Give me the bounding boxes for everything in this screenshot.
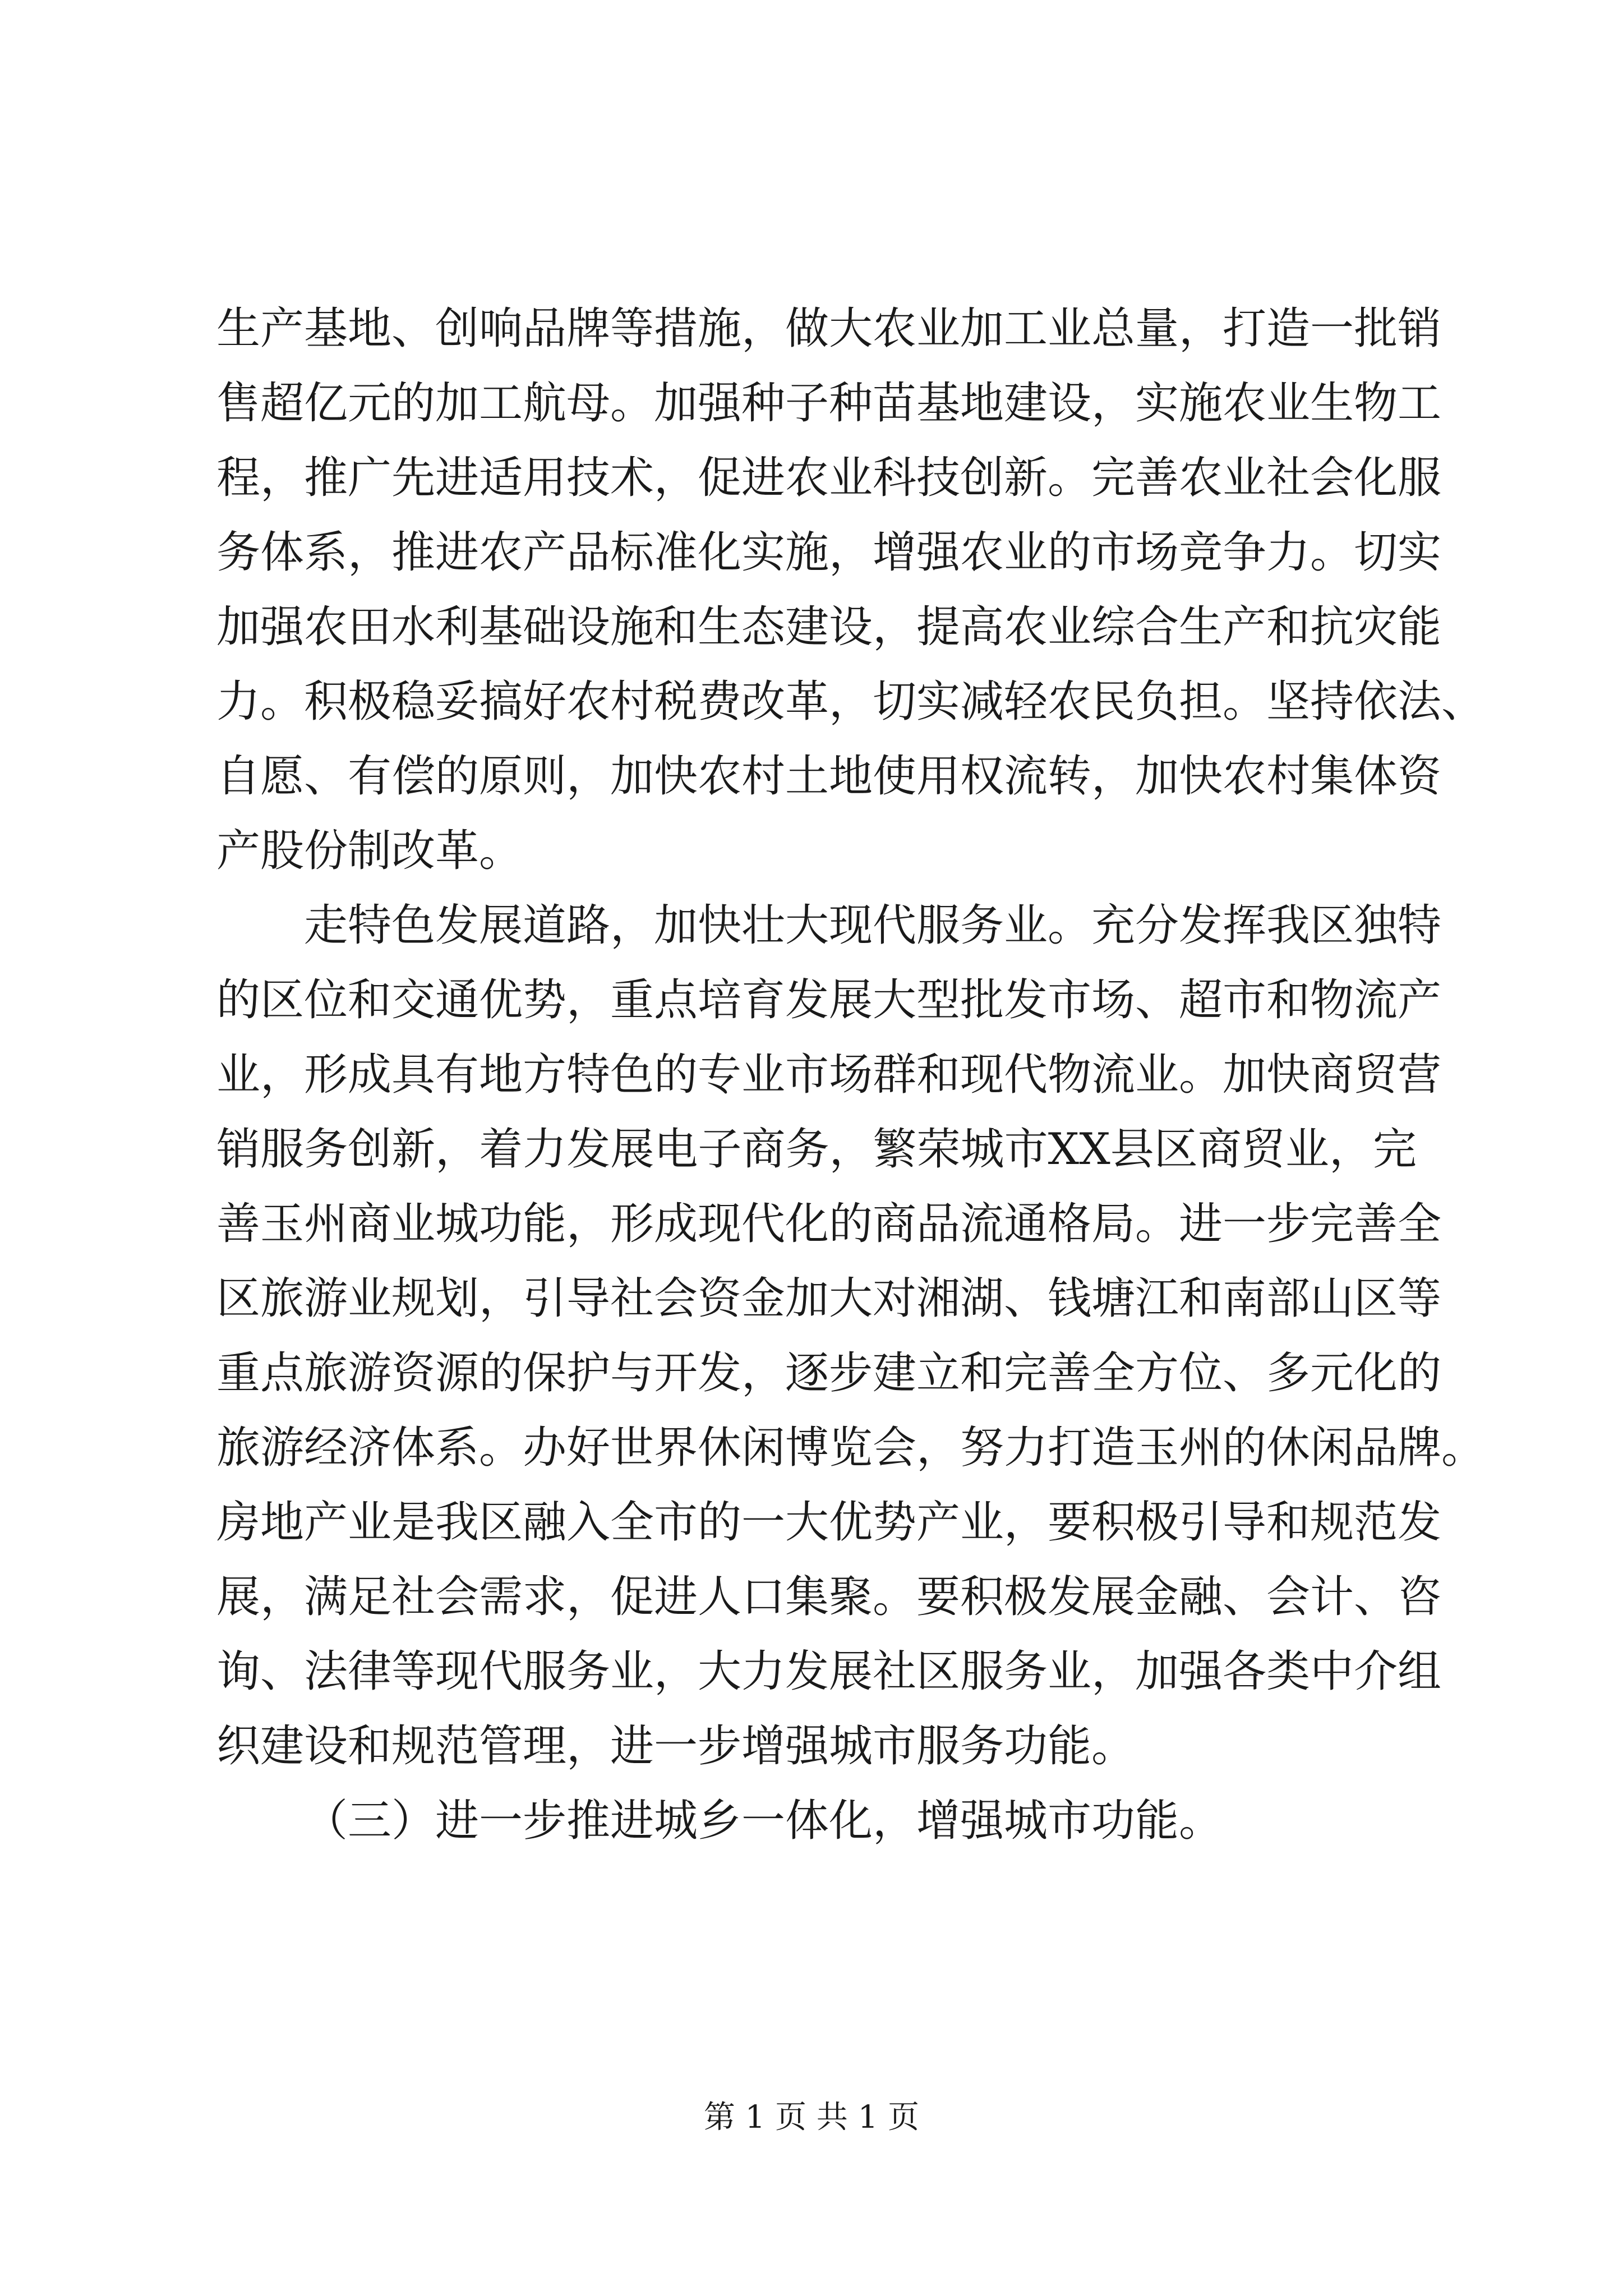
text-line: 售超亿元的加工航母。加强种子种苗基地建设，实施农业生物工 [216, 378, 1442, 429]
text-line: 善玉州商业城功能，形成现代化的商品流通格局。进一步完善全 [216, 1199, 1442, 1249]
section-heading-text: （三）进一步推进城乡一体化，增强城市功能。 [304, 1796, 1223, 1846]
paragraph-agriculture [216, 292, 1486, 889]
text-line: 程，推广先进适用技术，促进农业科技创新。完善农业社会化服 [216, 453, 1442, 503]
text-line: 展，满足社会需求，促进人口集聚。要积极发展金融、会计、咨 [216, 1572, 1442, 1622]
text-line: 加强农田水利基础设施和生态建设，提高农业综合生产和抗灾能 [216, 602, 1442, 652]
text-line: 业，形成具有地方特色的专业市场群和现代物流业。加快商贸营 [216, 1050, 1442, 1100]
text-line: 产股份制改革。 [216, 826, 523, 876]
text-line: 的区位和交通优势，重点培育发展大型批发市场、超市和物流产 [216, 975, 1442, 1025]
text-line: 走特色发展道路，加快壮大现代服务业。充分发挥我区独特 [304, 900, 1442, 951]
paragraph-services [216, 889, 1486, 1784]
body-text [216, 292, 1486, 1858]
text-line: 务体系，推进农产品标准化实施，增强农业的市场竞争力。切实 [216, 527, 1442, 578]
text-line: 生产基地、创响品牌等措施，做大农业加工业总量，打造一批销 [216, 303, 1442, 354]
text-line: 力。积极稳妥搞好农村税费改革，切实减轻农民负担。坚持依法、 [216, 677, 1486, 727]
text-line: 销服务创新，着力发展电子商务，繁荣城市XX县区商贸业，完 [216, 1124, 1417, 1175]
text-line: 重点旅游资源的保护与开发，逐步建立和完善全方位、多元化的 [216, 1348, 1442, 1398]
page-footer [0, 2095, 1623, 2140]
text-line: 织建设和规范管理，进一步增强城市服务功能。 [216, 1721, 1136, 1772]
text-line: 房地产业是我区融入全市的一大优势产业，要积极引导和规范发 [216, 1497, 1442, 1548]
text-line: 自愿、有偿的原则，加快农村土地使用权流转，加快农村集体资 [216, 751, 1442, 802]
page-number: 第 1 页 共 1 页 [703, 2099, 920, 2136]
text-line: 旅游经济体系。办好世界休闲博览会，努力打造玉州的休闲品牌。 [216, 1423, 1486, 1473]
text-line: 区旅游业规划，引导社会资金加大对湘湖、钱塘江和南部山区等 [216, 1273, 1442, 1324]
section-heading [216, 1784, 1417, 1858]
text-line: 询、法律等现代服务业，大力发展社区服务业，加强各类中介组 [216, 1646, 1442, 1697]
